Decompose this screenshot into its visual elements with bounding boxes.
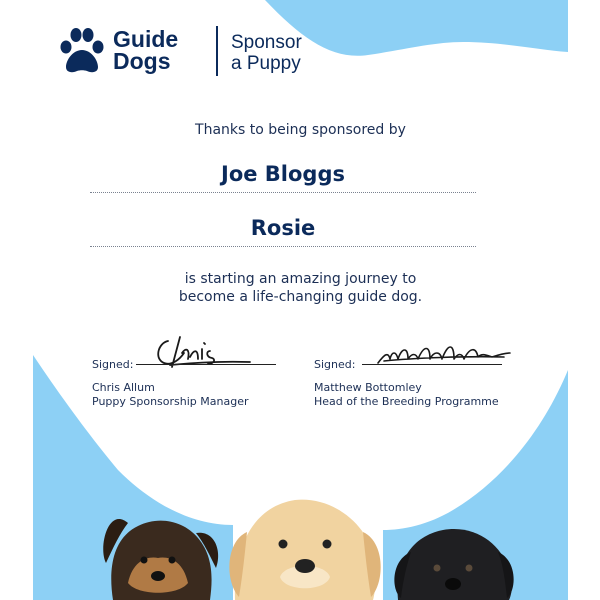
signatory-right — [314, 381, 514, 409]
black-puppy — [394, 529, 513, 600]
signatory-name: Chris Allum — [92, 381, 155, 394]
black-tan-puppy — [103, 519, 218, 600]
certificate — [33, 0, 568, 600]
handwritten-signature-chris — [150, 331, 260, 371]
signature-line — [136, 364, 276, 365]
sponsor-name: Joe Bloggs — [90, 162, 476, 193]
logo-divider — [216, 26, 218, 76]
signature-line — [362, 364, 502, 365]
golden-puppy — [229, 500, 380, 600]
logo-wordmark — [113, 28, 178, 72]
logo-name-line1: Guide — [113, 26, 179, 52]
message-line2: become a life-changing guide dog. — [178, 289, 423, 305]
signatory-name: Matthew Bottomley — [314, 381, 422, 394]
signature-block-left — [92, 335, 292, 409]
signatory-title: Puppy Sponsorship Manager — [92, 395, 249, 408]
signed-label: Signed: — [314, 358, 356, 371]
signed-label: Signed: — [92, 358, 134, 371]
signatory-title: Head of the Breeding Programme — [314, 395, 499, 408]
message-line1: is starting an amazing journey to — [184, 271, 417, 287]
signatory-left — [92, 381, 292, 409]
intro-text: Thanks to being sponsored by — [195, 122, 406, 138]
logo-tagline-line2: a Puppy — [231, 53, 301, 74]
logo-name-line2: Dogs — [113, 48, 171, 74]
signature-block-right — [314, 335, 514, 409]
journey-message — [33, 270, 568, 306]
logo-tagline — [231, 32, 302, 74]
puppy-name: Rosie — [90, 216, 476, 247]
logo-tagline-line1: Sponsor — [231, 32, 302, 53]
guide-dogs-logo — [57, 26, 317, 86]
paw-icon — [57, 26, 105, 76]
puppies-illustration — [33, 470, 568, 600]
